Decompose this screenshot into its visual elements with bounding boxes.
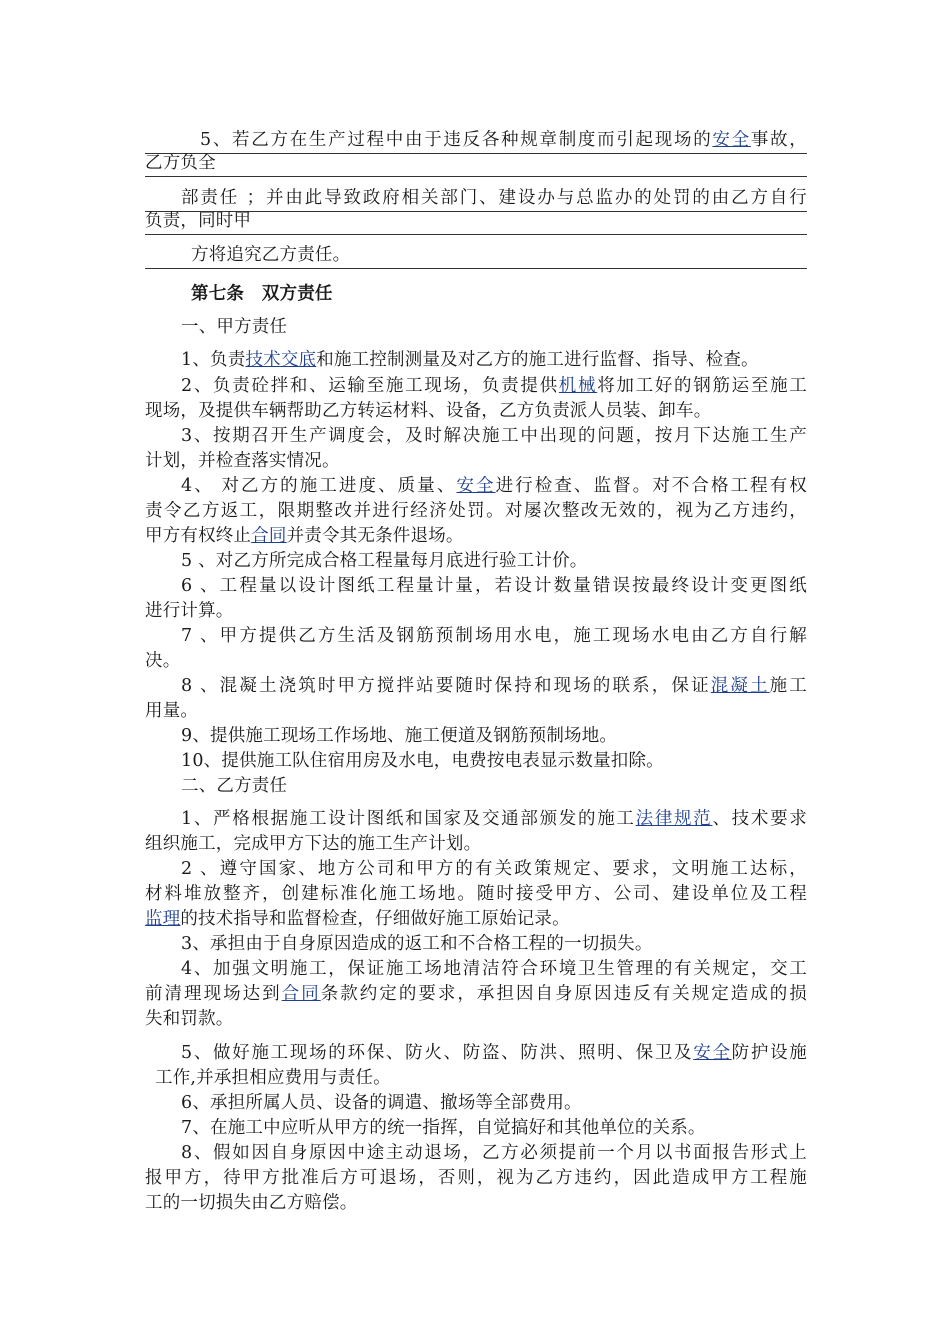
hyperlink[interactable]: 合同 [251, 526, 287, 546]
text-span: 失和罚款。 [145, 1009, 234, 1029]
text-span: 报甲方，待甲方批准后方可退场，否则，视为乙方违约，因此造成甲方工程施 [145, 1168, 807, 1188]
text-span: 5 、对乙方所完成合格工程量每月底进行验工计价。 [181, 551, 588, 571]
text-span: 7、在施工中应听从甲方的统一指挥，自觉搞好和其他单位的关系。 [181, 1118, 706, 1138]
text-span: 6、承担所属人员、设备的调遣、撤场等全部费用。 [181, 1093, 582, 1113]
text-span: 2、负责砼拌和、运输至施工现场，负责提供 [181, 376, 559, 396]
text-line [145, 624, 807, 649]
hyperlink[interactable]: 技术交底 [245, 350, 317, 370]
text-span: 第七条 双方责任 [191, 284, 333, 304]
text-span: 进行计算。 [145, 601, 234, 621]
text-span: 2 、遵守国家、地方公司和甲方的有关政策规定、要求，文明施工达标， [181, 859, 807, 879]
text-line [145, 1116, 807, 1141]
text-span: 和施工控制测量及对乙方的施工进行监督、指导、检查。 [316, 350, 759, 370]
text-span: 4、加强文明施工，保证施工场地清洁符合环境卫生管理的有关规定，交工 [181, 959, 807, 979]
text-span: 7 、甲方提供乙方生活及钢筋预制场用水电，施工现场水电由乙方自行解 [181, 626, 807, 646]
text-span: 8、假如因自身原因中途主动退场，乙方必须提前一个月以书面报告形式上 [181, 1143, 807, 1163]
text-span: 并责令其无条件退场。 [286, 526, 464, 546]
text-span: 的技术指导和监督检查，仔细做好施工原始记录。 [180, 909, 570, 929]
text-span: 3、按期召开生产调度会，及时解决施工中出现的问题，按月下达施工生产 [181, 426, 807, 446]
text-line [145, 1041, 807, 1066]
text-span: 二、乙方责任 [181, 776, 288, 796]
text-line [145, 399, 807, 424]
text-span: 8 、混凝土浇筑时甲方搅拌站要随时保持和现场的联系，保证 [181, 676, 711, 696]
text-span: 现场，及提供车辆帮助乙方转运材料、设备，乙方负责派人员装、卸车。 [145, 401, 712, 421]
hyperlink[interactable]: 法律规范 [635, 809, 713, 829]
text-span: 4、 对乙方的施工进度、质量、 [181, 476, 457, 496]
text-span: 防护设施 [731, 1043, 807, 1063]
text-span: 3、承担由于自身原因造成的返工和不合格工程的一切损失。 [181, 934, 653, 954]
text-line [145, 749, 807, 774]
hyperlink[interactable]: 混凝土 [710, 676, 770, 696]
text-line [145, 449, 807, 474]
text-span: 方将追究乙方责任。 [191, 245, 351, 265]
hyperlink[interactable]: 监理 [145, 909, 181, 929]
text-line [145, 151, 807, 177]
text-line [145, 724, 807, 749]
text-span: 施工 [769, 676, 807, 696]
text-line [145, 1066, 807, 1091]
text-span: 前清理现场达到 [145, 984, 282, 1004]
text-line [145, 832, 807, 857]
text-span: 决。 [145, 651, 181, 671]
text-span: 责令乙方返工，限期整改并进行经济处罚。对屡次整改无效的，视为乙方违约， [145, 501, 807, 521]
section-heading [145, 282, 807, 307]
text-line [145, 499, 807, 524]
text-line [145, 649, 807, 674]
text-line [145, 982, 807, 1007]
text-span: 1、严格根据施工设计图纸和国家及交通部颁发的施工 [181, 809, 636, 829]
text-line [145, 549, 807, 574]
text-line [145, 599, 807, 624]
text-line [145, 932, 807, 957]
text-span: 负责，同时甲 [145, 211, 252, 231]
text-span: 1、负责 [181, 350, 246, 370]
hyperlink[interactable]: 安全 [456, 476, 496, 496]
text-line [145, 315, 807, 340]
hyperlink[interactable]: 安全 [712, 130, 751, 150]
text-span: 、技术要求 [712, 809, 807, 829]
text-span: 条款约定的要求，承担因自身原因违反有关规定造成的损 [320, 984, 807, 1004]
text-line [145, 1166, 807, 1191]
text-span: 5、若乙方在生产过程中由于违反各种规章制度而引起现场的 [200, 130, 713, 150]
text-line [145, 574, 807, 599]
text-line [145, 209, 807, 235]
text-span: 材料堆放整齐，创建标准化施工场地。随时接受甲方、公司、建设单位及工程 [145, 884, 807, 904]
text-span: 甲方有权终止 [145, 526, 252, 546]
text-span: 将加工好的钢筋运至施工 [597, 376, 807, 396]
text-line [145, 1141, 807, 1166]
text-span: 10、提供施工队住宿用房及水电，电费按电表显示数量扣除。 [181, 751, 664, 771]
text-line [145, 774, 807, 799]
text-line [145, 374, 807, 399]
text-line [145, 699, 807, 724]
text-span: 用量。 [145, 701, 199, 721]
text-line [145, 857, 807, 882]
hyperlink[interactable]: 合同 [281, 984, 321, 1004]
text-line [145, 957, 807, 982]
text-span: 工作,并承担相应费用与责任。 [155, 1068, 391, 1088]
text-line [145, 1191, 807, 1216]
text-span: 6 、工程量以设计图纸工程量计量，若设计数量错误按最终设计变更图纸 [181, 576, 807, 596]
hyperlink[interactable]: 安全 [693, 1043, 732, 1063]
text-line [145, 1007, 807, 1032]
text-line [145, 807, 807, 832]
text-span: 进行检查、监督。对不合格工程有权 [495, 476, 807, 496]
text-span: 组织施工，完成甲方下达的施工生产计划。 [145, 834, 482, 854]
text-span: 部责任 ；并由此导致政府相关部门、建设办与总监办的处罚的由乙方自行 [181, 188, 807, 208]
text-span: 乙方负全 [145, 153, 216, 173]
text-line [145, 424, 807, 449]
text-span: 计划，并检查落实情况。 [145, 451, 340, 471]
text-line [145, 882, 807, 907]
text-line [145, 524, 807, 549]
text-line [145, 674, 807, 699]
text-span: 工的一切损失由乙方赔偿。 [145, 1193, 358, 1213]
text-span: 事故， [750, 130, 807, 150]
text-line [145, 243, 807, 269]
text-line [145, 474, 807, 499]
text-line [145, 907, 807, 932]
text-line [145, 348, 807, 373]
hyperlink[interactable]: 机械 [558, 376, 598, 396]
text-span: 9、提供施工现场工作场地、施工便道及钢筋预制场地。 [181, 726, 618, 746]
text-span: 一、甲方责任 [181, 317, 288, 337]
text-span: 5、做好施工现场的环保、防火、防盗、防洪、照明、保卫及 [181, 1043, 694, 1063]
text-line [145, 1091, 807, 1116]
